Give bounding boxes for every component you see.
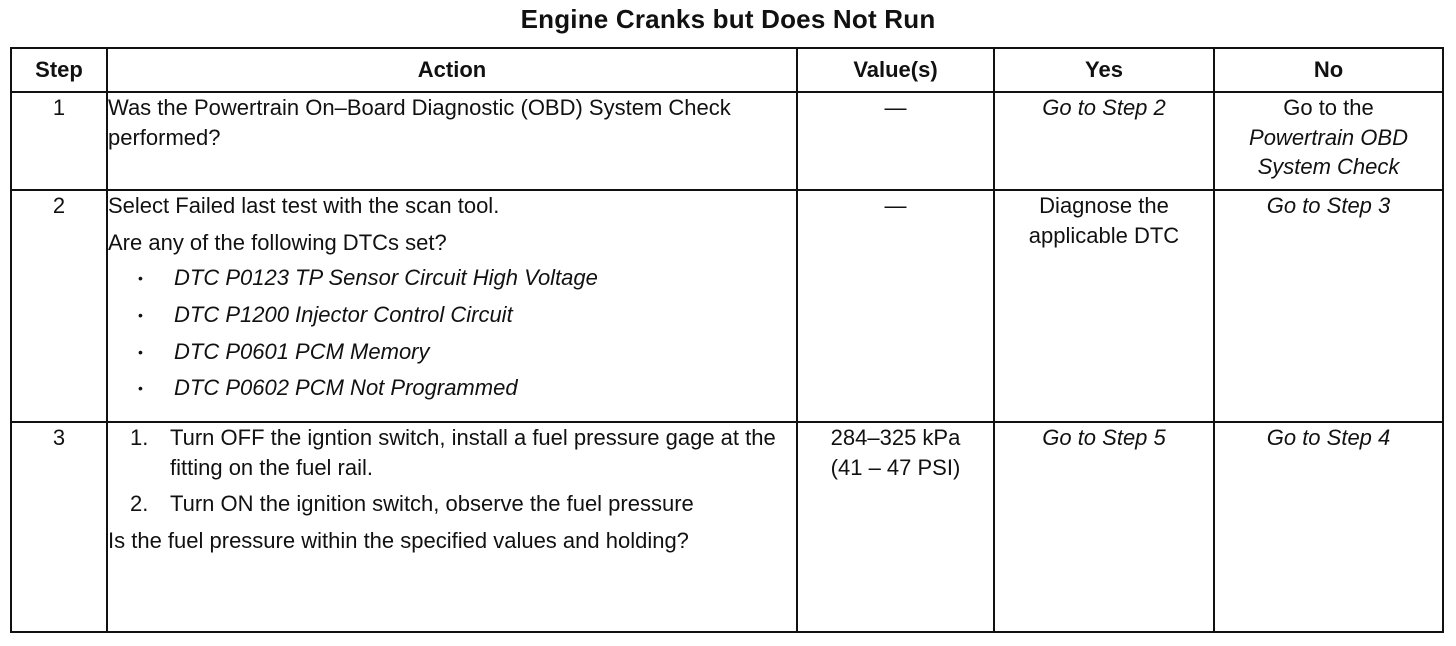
dtc-item: • DTC P0123 TP Sensor Circuit High Voltage [138,263,796,293]
no-cell [1214,190,1443,422]
action-question: Is the fuel pressure within the specified values and holding? [108,528,689,554]
procedure-step-number: 2. [130,491,149,517]
diagnostic-table [10,47,1444,633]
table-row [11,190,1443,422]
value-cell [797,92,994,190]
value-text: — [884,95,907,120]
yes-cell [994,190,1214,422]
dtc-list [108,263,796,403]
table-row [11,422,1443,632]
dtc-item: • DTC P0601 PCM Memory [138,337,796,367]
dtc-item: • DTC P0602 PCM Not Programmed [138,373,796,403]
yes-cell [994,92,1214,190]
yes-text: Go to Step 5 [1042,425,1166,450]
no-cell [1214,92,1443,190]
procedure-step [108,489,796,519]
no-text: Go to Step 3 [1266,193,1391,218]
page-title: Engine Cranks but Does Not Run [520,4,936,34]
procedure-step-text: Turn OFF the igntion switch, install a fuel pressure gage at the fitting on the fuel rail. [170,425,776,480]
procedure-step-number: 1. [130,425,149,450]
no-text: Go to Step 4 [1266,425,1391,450]
value-metric: 284–325 kPa [830,425,961,450]
step-number: 2 [11,190,107,422]
action-text: Was the Powertrain On–Board Diagnostic (OBD) System Check performed? [108,95,731,150]
table-row [11,92,1443,190]
value-text: — [884,193,907,218]
action-text: Select Failed last test with the scan tool. [108,193,500,218]
value-imperial: (41 – 47 PSI) [830,454,961,480]
header-no: No [1214,48,1443,92]
table-header-row [11,48,1443,92]
no-text-line1: Go to the [1283,95,1374,120]
action-question: Are any of the following DTCs set? [108,229,447,255]
header-action: Action [107,48,797,92]
yes-cell [994,422,1214,632]
procedure-step [108,423,796,482]
action-cell [107,92,797,190]
value-cell [797,190,994,422]
step-number: 3 [11,422,107,632]
header-step: Step [11,48,107,92]
header-yes: Yes [994,48,1214,92]
action-cell [107,422,797,632]
header-value: Value(s) [797,48,994,92]
dtc-item: • DTC P1200 Injector Control Circuit [138,300,796,330]
no-cell [1214,422,1443,632]
yes-text: Go to Step 2 [1042,95,1166,120]
no-text-link: Powertrain OBD System Check [1249,124,1408,180]
value-cell [797,422,994,632]
procedure-step-text: Turn ON the ignition switch, observe the fuel pressure [170,491,694,517]
step-number: 1 [11,92,107,190]
procedure-steps [108,423,796,519]
action-cell [107,190,797,422]
yes-text: Diagnose the applicable DTC [1028,193,1180,248]
